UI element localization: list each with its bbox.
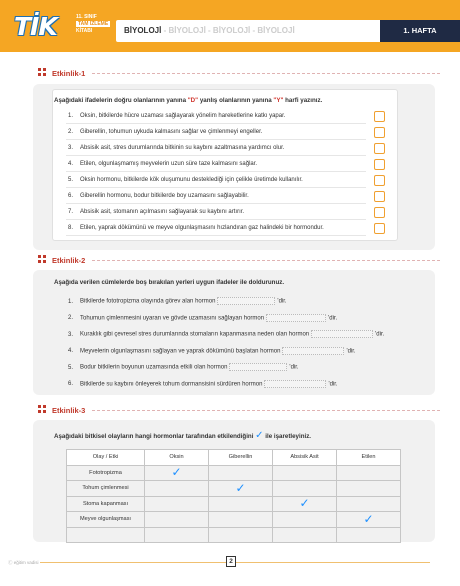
item-number: 5. xyxy=(68,364,74,371)
check-cell[interactable] xyxy=(145,496,209,512)
statement-item xyxy=(68,225,324,231)
check-cell[interactable] xyxy=(209,496,273,512)
table-row xyxy=(67,481,401,497)
check-cell[interactable] xyxy=(209,527,273,543)
item-text: Oksin, bitkilerde hücre uzaması sağlayarak yönelim hareketlerine katkı yapar. xyxy=(80,113,286,119)
item-text: Absisik asit, stres durumlarında bitkinin su kaybını azaltmasına yardımcı olur. xyxy=(80,145,285,151)
section-divider xyxy=(92,260,440,261)
activity-icon xyxy=(38,68,47,77)
checkmark-icon: ✓ xyxy=(255,430,264,441)
item-text: Bitkilerde fototropizma olayında görev alan hormon xyxy=(80,298,216,305)
item-text: Bitkilerde su kaybını önleyerek tohum dormansisini sürdüren hormon xyxy=(80,381,263,388)
table-row xyxy=(67,496,401,512)
fill-blank-item xyxy=(68,330,384,338)
row-divider xyxy=(66,235,366,236)
fill-blank-item xyxy=(68,380,338,388)
item-text: Bodur bitkilerin boyunun uzamasında etkili olan hormon xyxy=(80,364,228,371)
book-info xyxy=(76,14,112,34)
answer-blank[interactable] xyxy=(217,297,275,305)
item-number: 3. xyxy=(68,145,74,151)
brand-logo: TİK xyxy=(14,12,57,41)
item-suffix: 'dir. xyxy=(277,298,287,305)
item-text: Etilen, yaprak dökümünü ve meyve olgunlaşmasını hızlandıran gaz halindeki bir hormondur. xyxy=(80,225,324,231)
activity-3-instruction: Aşağıdaki bitkisel olayların hangi hormonlar tarafından etkilendiğini ✓ ile işaretleyiniz. xyxy=(54,430,312,441)
section-header-1 xyxy=(0,68,440,80)
subject-repeats: - BİYOLOJİ - BİYOLOJİ - BİYOLOJİ xyxy=(163,26,295,35)
section-header-3 xyxy=(0,405,440,417)
section-title: Etkinlik-1 xyxy=(52,69,86,78)
row-label: Tohum çimlenmesi xyxy=(67,481,145,497)
activity-icon xyxy=(38,405,47,414)
row-divider xyxy=(66,155,366,156)
check-cell[interactable] xyxy=(145,481,209,497)
item-text: Meyvelerin olgunlaşmasını sağlayan ve yaprak dökümünü başlatan hormon xyxy=(80,348,281,355)
check-cell[interactable] xyxy=(145,527,209,543)
publisher-label: Ⓒ eğitim vadisi xyxy=(8,560,39,565)
item-number: 2. xyxy=(68,129,74,135)
answer-box[interactable] xyxy=(374,127,385,138)
checkmark-icon: ✓ xyxy=(171,465,182,480)
statement-item xyxy=(68,113,285,119)
item-number: 8. xyxy=(68,225,74,231)
item-number: 4. xyxy=(68,161,74,167)
row-divider xyxy=(66,219,366,220)
answer-blank[interactable] xyxy=(266,314,326,322)
hormone-table xyxy=(66,449,401,543)
answer-box[interactable] xyxy=(374,223,385,234)
item-number: 7. xyxy=(68,209,74,215)
answer-box[interactable] xyxy=(374,111,385,122)
check-cell[interactable] xyxy=(273,496,337,512)
row-label: Stoma kapanması xyxy=(67,496,145,512)
check-cell[interactable] xyxy=(337,496,401,512)
answer-blank[interactable] xyxy=(311,330,373,338)
check-cell[interactable] xyxy=(209,465,273,481)
answer-box[interactable] xyxy=(374,207,385,218)
table-row xyxy=(67,465,401,481)
section-header-2 xyxy=(0,255,440,267)
page-number: 2 xyxy=(226,556,236,567)
checkmark-icon: ✓ xyxy=(299,496,310,511)
week-label: 1. HAFTA xyxy=(380,20,460,42)
item-suffix: 'dir. xyxy=(328,381,338,388)
answer-box[interactable] xyxy=(374,143,385,154)
row-divider xyxy=(66,203,366,204)
activity-1-instruction: Aşağıdaki ifadelerin doğru olanlarının yanına "D" yanlış olanlarının yanına "Y" harfi yazınız. xyxy=(54,97,323,104)
table-row xyxy=(67,512,401,528)
row-label: Meyve olgunlaşması xyxy=(67,512,145,528)
check-cell[interactable] xyxy=(337,512,401,528)
item-number: 6. xyxy=(68,381,74,388)
section-title: Etkinlik-3 xyxy=(52,406,86,415)
check-cell[interactable] xyxy=(337,481,401,497)
activity-icon xyxy=(38,255,47,264)
item-number: 4. xyxy=(68,348,74,355)
section-divider xyxy=(92,73,440,74)
item-text: Oksin hormonu, bitkilerde kök oluşumunu desteklediği için çelikle üretimde kullanılır. xyxy=(80,177,303,183)
answer-blank[interactable] xyxy=(229,363,287,371)
item-text: Kuraklık gibi çevresel stres durumlarında stomaların kapanmasına neden olan hormon xyxy=(80,331,310,338)
row-divider xyxy=(66,171,366,172)
check-cell[interactable] xyxy=(273,527,337,543)
check-cell[interactable] xyxy=(209,512,273,528)
book-title-line1: TAM İZLEME xyxy=(78,21,109,27)
row-divider xyxy=(66,123,366,124)
row-label xyxy=(67,527,145,543)
item-text: Absisik asit, stomanın açılmasını sağlayarak su kaybını artırır. xyxy=(80,209,245,215)
item-suffix: 'dir. xyxy=(289,364,299,371)
check-cell[interactable] xyxy=(209,481,273,497)
item-number: 3. xyxy=(68,331,74,338)
item-number: 1. xyxy=(68,113,74,119)
item-suffix: 'dir. xyxy=(375,331,385,338)
table-row xyxy=(67,527,401,543)
column-header: Giberellin xyxy=(209,450,273,466)
subject-bar xyxy=(116,20,388,42)
grade-label: 11. SINIF xyxy=(76,14,97,20)
section-title: Etkinlik-2 xyxy=(52,256,86,265)
item-text: Giberellin, tohumun uykuda kalmasını sağlar ve çimlenmeyi engeller. xyxy=(80,129,263,135)
checkmark-icon: ✓ xyxy=(235,480,246,495)
answer-box[interactable] xyxy=(374,191,385,202)
column-header: Etilen xyxy=(337,450,401,466)
section-divider xyxy=(92,410,440,411)
activity-2-instruction: Aşağıda verilen cümlelerde boş bırakılan yerleri uygun ifadeler ile doldurunuz. xyxy=(54,279,285,286)
column-header: Olay / Etki xyxy=(67,450,145,466)
statement-item xyxy=(68,145,284,151)
fill-blank-item xyxy=(68,347,356,355)
statement-item xyxy=(68,193,249,199)
answer-box[interactable] xyxy=(374,175,385,186)
check-cell[interactable] xyxy=(145,512,209,528)
check-cell[interactable] xyxy=(337,527,401,543)
statement-item xyxy=(68,129,262,135)
statement-item xyxy=(68,177,303,183)
subject-title: BİYOLOJİ xyxy=(124,26,162,35)
answer-blank[interactable] xyxy=(282,347,344,355)
answer-box[interactable] xyxy=(374,159,385,170)
table-header-row xyxy=(67,450,401,466)
page-header xyxy=(0,0,460,52)
row-divider xyxy=(66,187,366,188)
column-header: Oksin xyxy=(145,450,209,466)
item-number: 5. xyxy=(68,177,74,183)
check-cell[interactable] xyxy=(273,481,337,497)
fill-blank-item xyxy=(68,314,337,322)
item-suffix: 'dir. xyxy=(328,315,338,322)
row-label: Fototropizma xyxy=(67,465,145,481)
check-cell[interactable] xyxy=(273,465,337,481)
item-number: 2. xyxy=(68,315,74,322)
book-title-line2: KİTABI xyxy=(76,28,93,34)
item-number: 6. xyxy=(68,193,74,199)
item-text: Etilen, olgunlaşmamış meyvelerin uzun süre taze kalmasını sağlar. xyxy=(80,161,258,167)
item-text: Giberellin hormonu, bodur bitkilerde boy uzamasını sağlayabilir. xyxy=(80,193,249,199)
column-header: Absisik Asit xyxy=(273,450,337,466)
check-cell[interactable] xyxy=(273,512,337,528)
item-number: 1. xyxy=(68,298,74,305)
checkmark-icon: ✓ xyxy=(363,511,374,526)
item-text: Tohumun çimlenmesini uyaran ve gövde uzamasını sağlayan hormon xyxy=(80,315,265,322)
check-cell[interactable] xyxy=(337,465,401,481)
statement-item xyxy=(68,209,244,215)
check-cell[interactable] xyxy=(145,465,209,481)
item-suffix: 'dir. xyxy=(346,348,356,355)
answer-blank[interactable] xyxy=(264,380,326,388)
row-divider xyxy=(66,139,366,140)
statement-item xyxy=(68,161,257,167)
fill-blank-item xyxy=(68,363,299,371)
fill-blank-item xyxy=(68,297,287,305)
